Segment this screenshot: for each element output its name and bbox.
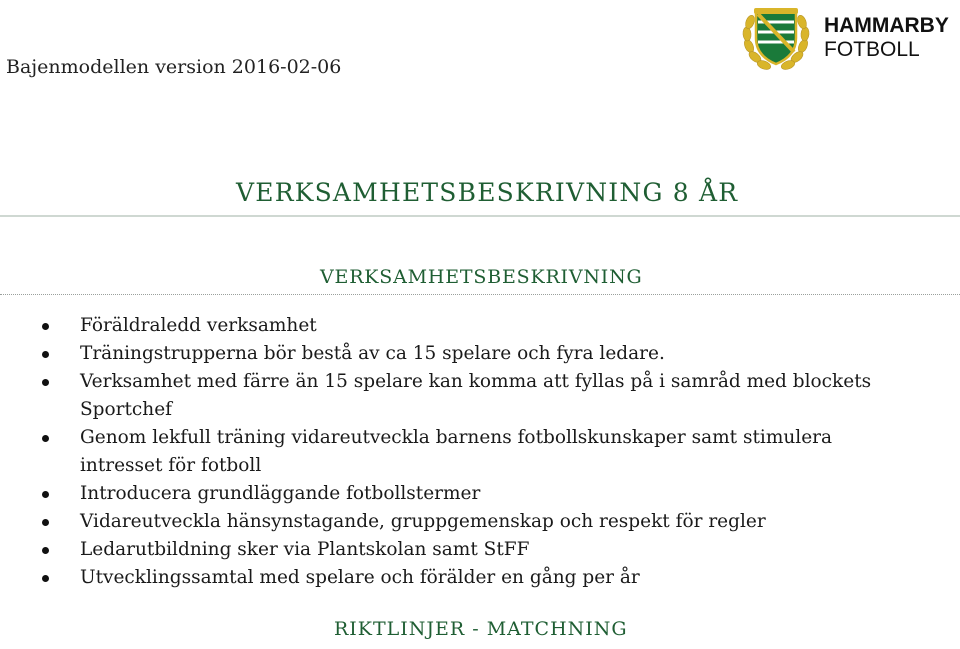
- list-item: [0, 536, 960, 564]
- bullet-icon: [42, 547, 49, 554]
- list-item-text: Utvecklingssamtal med spelare och förälder en gång per år: [80, 567, 640, 588]
- hammarby-emblem-icon: [740, 2, 812, 74]
- list-item: [0, 312, 960, 340]
- list-item: [0, 508, 960, 536]
- bullet-list: [0, 312, 960, 592]
- bullet-icon: [42, 323, 49, 330]
- bullet-icon: [42, 575, 49, 582]
- title-divider: [0, 215, 960, 217]
- section-heading-verksamhetsbeskrivning: VERKSAMHETSBESKRIVNING: [320, 266, 643, 288]
- bullet-icon: [42, 519, 49, 526]
- list-item: [0, 340, 960, 368]
- section-divider: [0, 294, 960, 295]
- list-item: [0, 564, 960, 592]
- list-item: [0, 424, 960, 480]
- logo-wordmark-hammarby: HAMMARBY: [824, 14, 949, 37]
- logo-wordmark-fotboll: FOTBOLL: [824, 38, 920, 61]
- list-item: [0, 480, 960, 508]
- bullet-icon: [42, 491, 49, 498]
- list-item-text: Genom lekfull träning vidareutveckla barnens fotbollskunskaper samt stimulera intresset för fotboll: [80, 427, 833, 476]
- bullet-icon: [42, 435, 49, 442]
- list-item-text: Verksamhet med färre än 15 spelare kan komma att fyllas på i samråd med blockets Sportchef: [80, 371, 872, 420]
- document-header-version: Bajenmodellen version 2016-02-06: [6, 56, 342, 78]
- page-title: VERKSAMHETSBESKRIVNING 8 ÅR: [236, 178, 739, 207]
- list-item-text: Vidareutveckla hänsynstagande, gruppgemenskap och respekt för regler: [80, 511, 766, 532]
- bullet-icon: [42, 379, 49, 386]
- bullet-icon: [42, 351, 49, 358]
- list-item-text: Introducera grundläggande fotbollstermer: [80, 483, 481, 504]
- list-item: [0, 368, 960, 424]
- list-item-text: Ledarutbildning sker via Plantskolan samt StFF: [80, 539, 530, 560]
- hammarby-logo: [740, 2, 958, 74]
- section-heading-riktlinjer-matchning: RIKTLINJER - MATCHNING: [334, 618, 628, 640]
- list-item-text: Träningstrupperna bör bestå av ca 15 spelare och fyra ledare.: [80, 343, 665, 364]
- list-item-text: Föräldraledd verksamhet: [80, 315, 317, 336]
